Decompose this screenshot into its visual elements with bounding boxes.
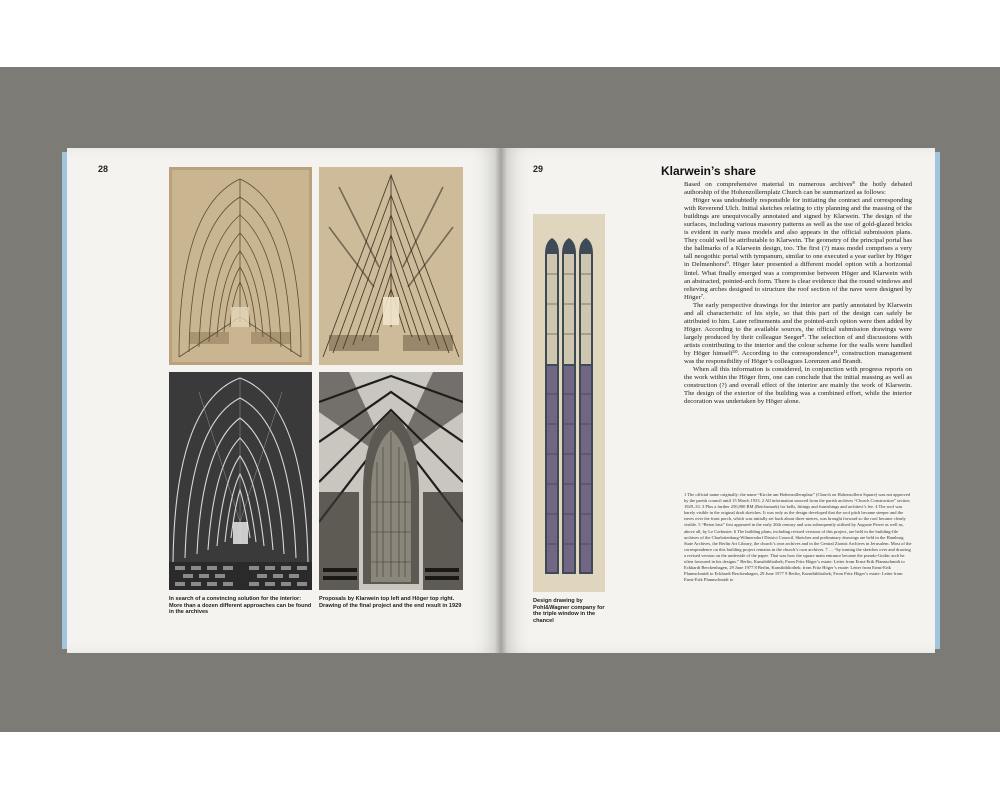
caption-right: Proposals by Klarwein top left and Höger top right. Drawing of the final project and the end result in 1929 bbox=[319, 596, 462, 609]
left-page bbox=[67, 148, 501, 653]
page-number-left: 28 bbox=[98, 164, 109, 174]
body-text bbox=[684, 181, 912, 406]
caption-left: In search of a convincing solution for the interior: More than a dozen different approaches can be found in the archives bbox=[169, 596, 312, 616]
bw-interior-photo-icon bbox=[319, 372, 463, 590]
page-number-right: 29 bbox=[533, 164, 544, 174]
bw-interior-drawing-icon bbox=[169, 372, 312, 590]
footnotes: 1 The official name originally: the name “Kirche am Hohenzollernplatz” (Church on Hohenzollern Square) was not approved by the parish council until 15 March 1933. 2 All information sourced from the parish archives “Church Construction” section 1929–33. 3 Plus a further 250,000 RM (Reichsmark) for bells, fittings and furnishings and architect’s fee. 4 The roof was barely visible in the original draft sketches. It was only as the design developed that the roof pitch became steeper and the eaves over the front porch, which was initially set back about three metres, was brought forward so the roof became clearly visible. 5 “Beton brut” first appeared in the early 20th century and was subsequently utilised by Auguste Perret as well as, above all, by Le Corbusier. 6 The building plans, including revised versions of this project, are held in the building-file archives of the Charlottenburg-Wilmersdorf District Council. Sketches and preliminary drawings are held in the Hamburg State Archives, the Berlin Art Library, the church’s own archives and in the Central Zionist Archives in Jerusalem. Most of the correspondence on this building project remains in the church’s own archives. 7 … “by turning the sketches over and drawing a revised version on the underside of the paper. That was how the square main entrance became the pseudo-Gothic arch he often favoured in his designs.” Berlin, Kunstbibliothek; From Fritz Höger’s estate: Letter from Ernst-Erik Pfannschmidt to Eckhardt Berckenhagen, 29 June 1977 8 Berlin, Kunstbibliothek; from Fritz Höger’s estate: Letter from Ernst-Erik Pfannschmidt to Eckhardt Berckenhagen, 29 June 1977 9 Berlin, Kunstbibliothek; From Fritz Höger’s estate: Letter from Ernst-Erik Pfannschmidt to bbox=[684, 492, 912, 583]
paragraph: Höger was undoubtedly responsible for initiating the contract and corresponding with Reverend Ulch. Initial sketches relating to city planning and the massing of the buildings are unequivocally annotated and signed by Klarwein. The design of the surfaces, including various masonry patterns as well as the use of gold-glazed bricks is evident in early mass models and also appears in the official submission plans. They could well be attributable to Klarwein. The geometry of the principal portal has the hallmarks of a Klarwein design, too. The first (?) mass model comprises a very tall neogothic portal with tympanum, similar to one executed a year earlier by Höger in Delmenhorst⁹. Höger later presented a different model option with a horizontal lintel. What finally emerged was a compromise between Höger and Klarwein with an abstracted, pointed-arch form. There is clear evidence that the round windows and relieving arches designed to structure the roof section of the nave were designed by Höger⁷. bbox=[684, 197, 912, 301]
sepia-perspective-sketch-icon bbox=[169, 167, 312, 365]
stained-glass-window-drawing-icon bbox=[533, 214, 605, 592]
section-heading: Klarwein’s share bbox=[661, 164, 756, 178]
right-page bbox=[501, 148, 935, 653]
paragraph: When all this information is considered, in conjunction with progress reports on the work within the Höger firm, one can conclude that the initial massing as well as construction (?) and overall effect of the interior are mainly the work of Klarwein. The design of the exterior of the building was a combined effort, while the interior decoration was undertaken by Höger alone. bbox=[684, 366, 912, 406]
window-caption: Design drawing by Pohl&Wagner company for the triple window in the chancel bbox=[533, 598, 605, 624]
paragraph: Based on comprehensive material in numerous archives⁸ the hotly debated authorship of the Hohenzollernplatz Church can be summarized as follows: bbox=[684, 181, 912, 197]
open-book bbox=[62, 148, 940, 653]
paragraph: The early perspective drawings for the interior are partly annotated by Klarwein and all characteristic of his style, so that this part of the design can safely be attributed to him. Later refinements and the pointed-arch option were then added by Höger. According to the available sources, the official submission drawings were largely produced by their colleague Seeger⁸. The selection of and discussions with artists contributing to the interior and the colour scheme for the walls were handled by Höger himself¹⁰. According to the correspondence¹¹, construction management was the responsibility of Höger’s colleagues Lorenzen and Brandt. bbox=[684, 301, 912, 366]
book-gutter bbox=[495, 148, 507, 653]
sepia-perspective-sketch-icon bbox=[319, 167, 463, 365]
